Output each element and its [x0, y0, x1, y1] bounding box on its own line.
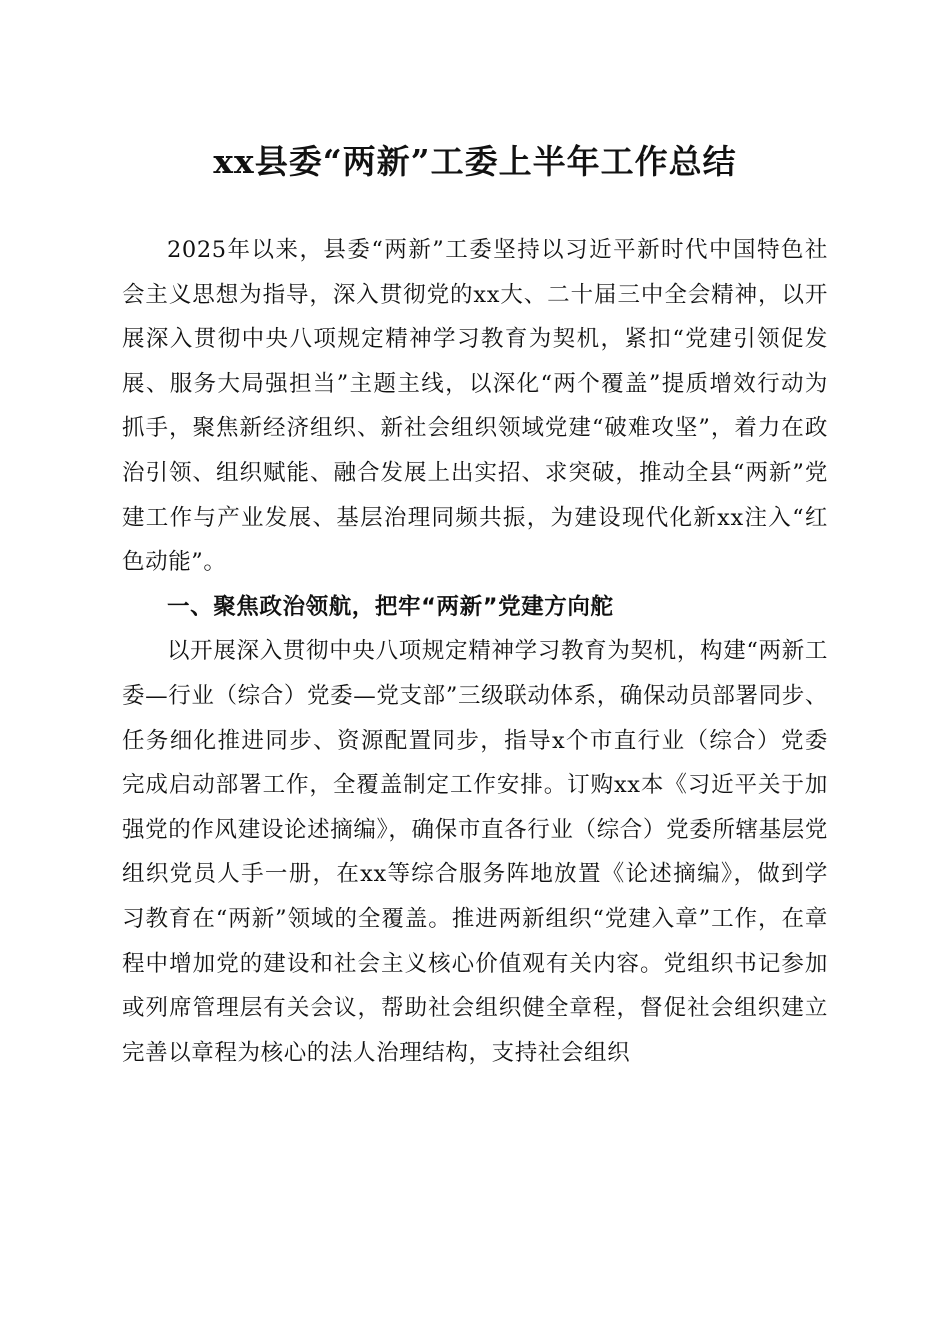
document-title: xx县委“两新”工委上半年工作总结	[213, 142, 737, 181]
section-heading: 一、聚焦政治领航，把牢“两新”党建方向舵	[167, 593, 614, 620]
intro-paragraph: 2025年以来，县委“两新”工委坚持以习近平新时代中国特色社会主义思想为指导，深入贯彻党的xx大、二十届三中全会精神，以开展深入贯彻中央八项规定精神学习教育为契机，紧扣“党建引领促发展、服务大局强担当”主题主线，以深化“两个覆盖”提质增效行动为抓手，聚焦新经济组织、新社会组织领域党建“破难攻坚”，着力在政治引领、组织赋能、融合发展上出实招、求突破，推动全县“两新”党建工作与产业发展、基层治理同频共振，为建设现代化新xx注入“红色动能”。	[122, 237, 828, 576]
section-paragraph: 以开展深入贯彻中央八项规定精神学习教育为契机，构建“两新工委—行业（综合）党委—党支部”三级联动体系，确保动员部署同步、任务细化推进同步、资源配置同步，指导x个市直行业（综合）党委完成启动部署工作，全覆盖制定工作安排。订购xx本《习近平关于加强党的作风建设论述摘编》，确保市直各行业（综合）党委所辖基层党组织党员人手一册，在xx等综合服务阵地放置《论述摘编》，做到学习教育在“两新”领域的全覆盖。推进两新组织“党建入章”工作，在章程中增加党的建设和社会主义核心价值观有关内容。党组织书记参加或列席管理层有关会议，帮助社会组织健全章程，督促社会组织建立完善以章程为核心的法人治理结构，支持社会组织	[122, 638, 828, 1066]
document-body	[122, 228, 828, 1075]
